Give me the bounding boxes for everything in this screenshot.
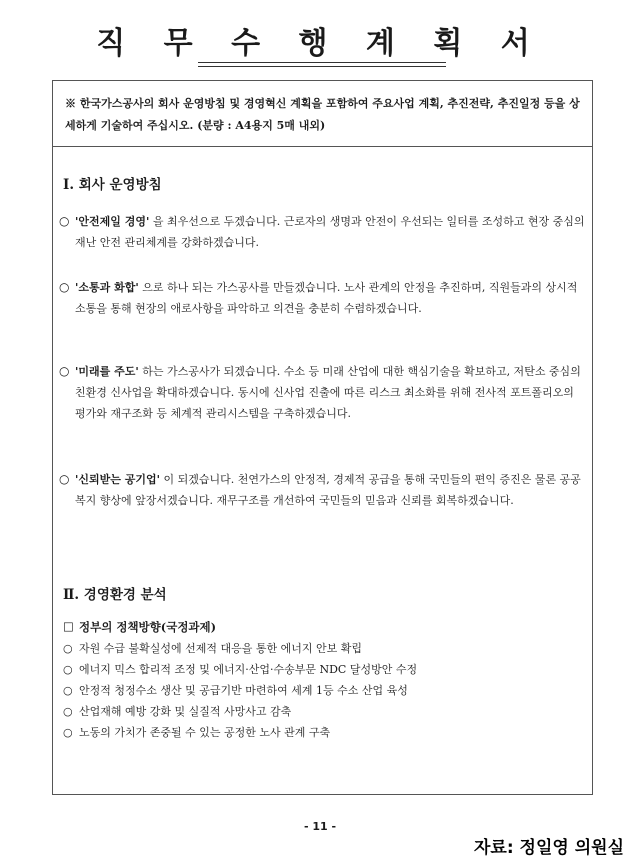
title-underline-second [198,66,446,67]
policy-key: '신뢰받는 공기업' [75,473,160,486]
policy-body: 을 최우선으로 두겠습니다. 근로자의 생명과 안전이 우선되는 일터를 조성하고 현장 중심의 재난 안전 관리체계를 강화하겠습니다. [75,215,585,249]
policy-text [75,211,587,253]
small-circle-icon: ○ [63,705,73,718]
policy-item-safety [59,211,587,253]
list-item-text: 노동의 가치가 존중될 수 있는 공정한 노사 관계 구축 [79,726,331,739]
policy-direction-heading [63,619,216,635]
policy-text [75,361,587,424]
list-item [63,701,583,722]
section1-heading: Ⅰ. 회사 운영방침 [63,177,162,193]
policy-key: '소통과 화합' [75,281,139,294]
document-title: 직 무 수 행 계 획 서 [96,26,544,61]
small-circle-icon: ○ [63,684,73,697]
list-item [63,680,583,701]
circle-bullet-icon: ○ [59,214,70,228]
square-bullet-icon: □ [63,619,74,633]
source-credit: 자료: 정일영 의원실 [473,838,624,858]
section2-heading: Ⅱ. 경영환경 분석 [63,587,167,603]
policy-text [75,277,587,319]
small-circle-icon: ○ [63,642,73,655]
policy-direction-label: 정부의 정책방향(국정과제) [79,620,217,634]
list-item-text: 에너지 믹스 합리적 조정 및 에너지·산업·수송부문 NDC 달성방안 수정 [79,663,418,676]
circle-bullet-icon: ○ [59,280,70,294]
list-item [63,659,583,680]
policy-item-communication [59,277,587,319]
list-item-text: 자원 수급 불확실성에 선제적 대응을 통한 에너지 안보 확립 [79,642,362,655]
document-frame [52,80,593,795]
policy-key: '안전제일 경영' [75,215,150,228]
list-item-text: 산업재해 예방 강화 및 실질적 사망사고 감축 [79,705,292,718]
circle-bullet-icon: ○ [59,472,70,486]
small-circle-icon: ○ [63,726,73,739]
policy-item-future [59,361,587,424]
policy-body: 이 되겠습니다. 천연가스의 안정적, 경제적 공급을 통해 국민들의 편익 증진은 물론 공공복지 향상에 앞장서겠습니다. 재무구조를 개선하여 국민들의 믿음과 신뢰를 회복하겠습니다. [75,473,581,507]
circle-bullet-icon: ○ [59,364,70,378]
list-item-text: 안정적 청정수소 생산 및 공급기반 마련하여 세계 1등 수소 산업 육성 [79,684,408,697]
national-agenda-list [63,638,583,743]
title-underline [198,62,446,63]
list-item [63,638,583,659]
instruction-note: ※ 한국가스공사의 회사 운영방침 및 경영혁신 계획을 포함하여 주요사업 계획, 추진전략, 추진일정 등을 상세하게 기술하여 주십시오. (분량 : A4용지 5매 내외) [53,81,592,147]
policy-key: '미래를 주도' [75,365,139,378]
policy-text [75,469,587,511]
small-circle-icon: ○ [63,663,73,676]
page-number: - 11 - [303,820,337,833]
list-item [63,722,583,743]
policy-body: 하는 가스공사가 되겠습니다. 수소 등 미래 산업에 대한 핵심기술을 확보하고, 저탄소 중심의 친환경 신사업을 확대하겠습니다. 동시에 신사업 진출에 따른 리스크 최소화를 위해 전사적 포트폴리오의 평가와 재구조화 등 체계적 관리시스템을 구축하겠습니다. [75,365,581,420]
policy-body: 으로 하나 되는 가스공사를 만들겠습니다. 노사 관계의 안정을 추진하며, 직원들과의 상시적 소통을 통해 현장의 애로사항을 파악하고 의견을 충분히 수렴하겠습니다. [75,281,578,315]
policy-item-trust [59,469,587,511]
